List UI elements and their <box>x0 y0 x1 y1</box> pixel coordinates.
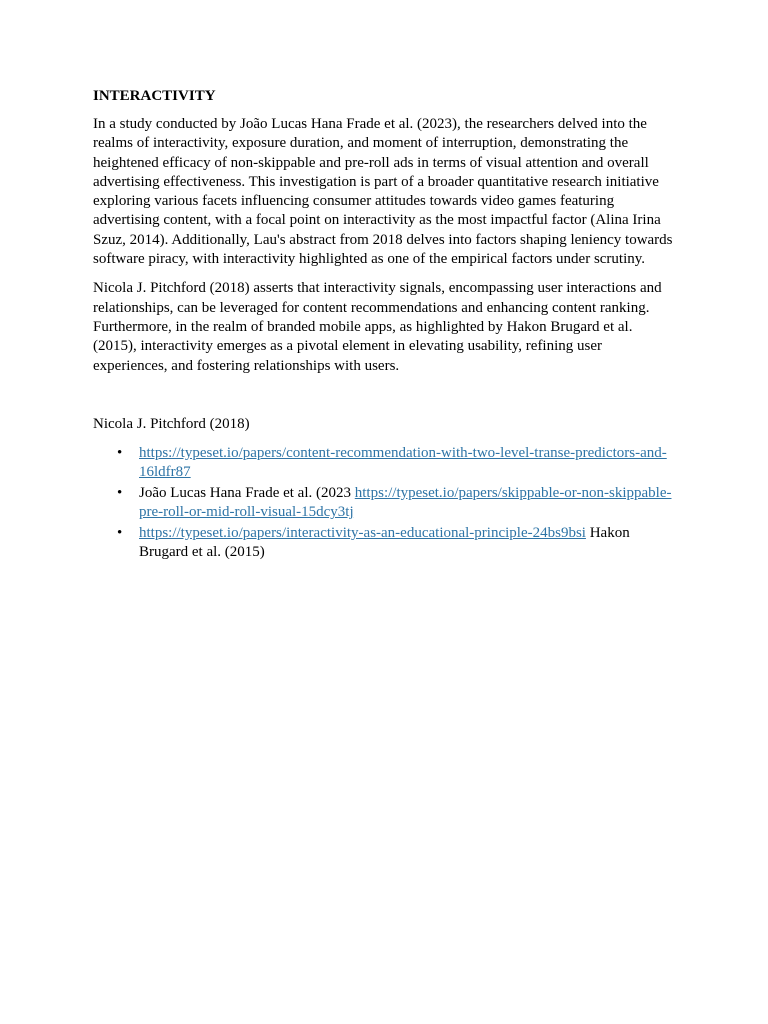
reference-link[interactable]: https://typeset.io/papers/interactivity-as-an-educational-principle-24bs9bsi <box>139 524 586 541</box>
paragraph-1: In a study conducted by João Lucas Hana Frade et al. (2023), the researchers delved into the realms of interactivity, exposure duration, and moment of interruption, demonstrating the heightened efficacy of non-skippable and pre-roll ads in terms of visual attention and overall advertising effectiveness. This investigation is part of a broader quantitative research initiative exploring various facets influencing consumer attitudes towards video games featuring advertising content, with a focal point on interactivity as the most impactful factor (Alina Irina Szuz, 2014). Additionally, Lau's abstract from 2018 delves into factors shaping leniency towards software piracy, with interactivity highlighted as one of the empirical factors under scrutiny. <box>93 116 673 268</box>
reference-prefix: João Lucas Hana Frade et al. (2023 <box>139 484 355 501</box>
paragraph-2: Nicola J. Pitchford (2018) asserts that interactivity signals, encompassing user interactions and relationships, can be leveraged for content recommendations and enhancing content ranking. Furthermore, in the realm of branded mobile apps, as highlighted by Hakon Brugard et al. (2015), interactivity emerges as a pivotal element in elevating usability, refining user experiences, and fostering relationships with users. <box>93 280 662 374</box>
reference-link[interactable]: https://typeset.io/papers/content-recommendation-with-two-level-transe-predictors-and-16ldfr87 <box>139 444 667 481</box>
list-item <box>117 444 673 483</box>
document-page <box>93 86 673 564</box>
bullet-icon: • <box>117 444 123 461</box>
reference-link[interactable]: https://typeset.io/papers/skippable-or-non-skippable-pre-roll-or-mid-roll-visual-15dcy3tj <box>139 484 672 521</box>
spacer <box>93 386 673 414</box>
list-item <box>117 524 673 563</box>
reference-suffix: Hakon Brugard et al. (2015) <box>139 524 630 561</box>
section-heading: INTERACTIVITY <box>93 88 216 104</box>
references-heading: Nicola J. Pitchford (2018) <box>93 415 250 432</box>
bullet-icon: • <box>117 524 123 541</box>
bullet-icon: • <box>117 484 123 501</box>
list-item <box>117 484 673 523</box>
references-list <box>93 444 673 563</box>
